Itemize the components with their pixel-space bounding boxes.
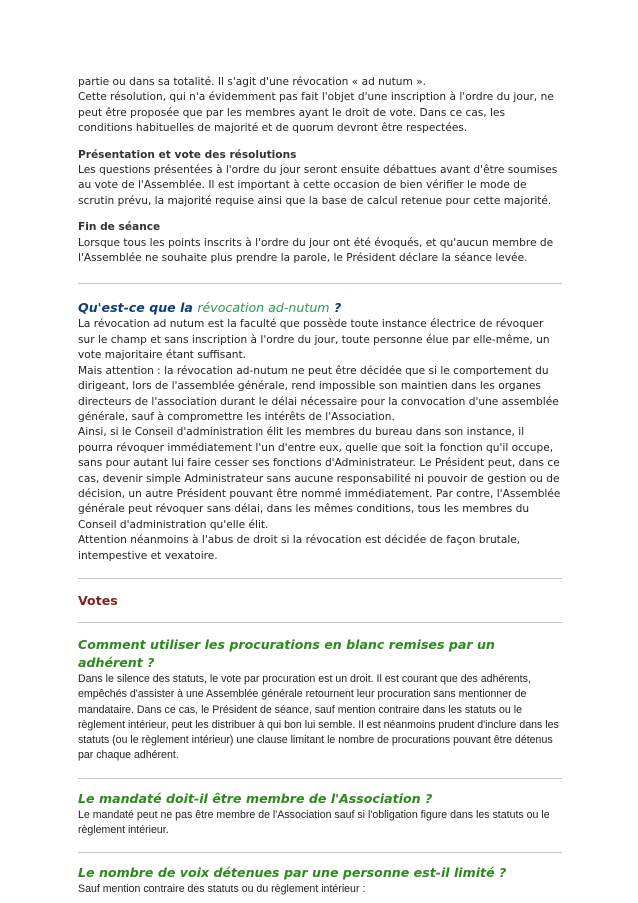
- revocation-paragraph-3: Ainsi, si le Conseil d'administration élit les membres du bureau dans son instance, il pourra révoquer immédiatement l'un d'entre eux, quelle que soit la fonction qu'il occupe, sans pour autant lui faire cesser ses fonctions d'Administrateur. Le Président peut, dans ce cas, devenir simple Administrateur sans aucune responsabilité ni pouvoir de gestion ou de décision, un autre Président pouvant être nommé immédiatement. Par contre, l'Assemblée générale peut révoquer sans délai, dans les mêmes conditions, tous les membres du Conseil d'administration qu'elle élit.: [78, 426, 561, 531]
- voix-paragraph: Sauf mention contraire des statuts ou du règlement intérieur :: [78, 883, 366, 896]
- intro-paragraph-2: Cette résolution, qui n'a évidemment pas fait l'objet d'une inscription à l'ordre du jour, ne peut être proposée que par les membres ayant le droit de vote. Dans ce cas, les conditions habituelles de majorité et de quorum devront être respectées.: [78, 91, 554, 135]
- votes-heading: Votes: [78, 592, 118, 608]
- procurations-paragraph: Dans le silence des statuts, le vote par procuration est un droit. Il est courant que des adhérents, empêchés d'assister à une Assemblée générale retournent leur procuration sans mentionner de mandataire. Dans ce cas, le Président de séance, sauf mention contraire dans les statuts ou le règlement intérieur, peut les distribuer à qui bon lui semble. Il est néanmoins prudent d'inclure dans les statuts (ou le règlement intérieur) une clause limitant le nombre de procurations pouvant être détenus par chaque adhérent.: [78, 672, 559, 762]
- voix-heading: Le nombre de voix détenues par une personne est-il limité ?: [78, 865, 507, 881]
- presentation-paragraph: Les questions présentées à l'ordre du jour seront ensuite débattues avant d'être soumises au vote de l'Assemblée. Il est important à cette occasion de bien vérifier le mode de scrutin prévu, la majorité requise ainsi que la base de calcul retenue pour cette majorité.: [78, 164, 558, 207]
- fin-subheading: Fin de séance: [78, 221, 161, 234]
- presentation-subheading: Présentation et vote des résolutions: [78, 148, 297, 161]
- mandate-heading: Le mandaté doit-il être membre de l'Association ?: [78, 790, 433, 806]
- fin-paragraph: Lorsque tous les points inscrits à l'ordre du jour ont été évoqués, et qu'aucun membre de l'Assemblée ne souhaite plus prendre la parole, le Président déclare la séance levée.: [78, 236, 554, 265]
- revocation-paragraph-2: Mais attention : la révocation ad-nutum ne peut être décidée que si le comportement du dirigeant, lors de l'assemblée générale, rend impossible son maintien dans les organes directeurs de l'association durant le délai nécessaire pour la convocation d'une assemblée générale, sauf à compromettre les intérêts de l'Association.: [78, 364, 559, 423]
- revocation-heading: Qu'est-ce que la révocation ad-nutum ?: [78, 300, 342, 316]
- revocation-paragraph-1: La révocation ad nutum est la faculté que possède toute instance électrice de révoquer sur le champ et sans inscription à l'ordre du jour, toute personne élue par elle-même, un vote majoritaire étant suffisant.: [78, 318, 550, 362]
- mandate-paragraph: Le mandaté peut ne pas être membre de l'Association sauf si l'obligation figure dans les statuts ou le règlement intérieur.: [78, 808, 550, 837]
- document-page: [78, 75, 562, 898]
- revocation-heading-highlight: révocation ad-nutum: [197, 300, 330, 316]
- revocation-paragraph-4: Attention néanmoins à l'abus de droit si la révocation est décidée de façon brutale, intempestive et vexatoire.: [78, 534, 521, 562]
- procurations-heading: Comment utiliser les procurations en blanc remises par un adhérent ?: [78, 636, 495, 670]
- intro-paragraph-1: partie ou dans sa totalité. Il s'agit d'une révocation « ad nutum ».: [78, 76, 427, 88]
